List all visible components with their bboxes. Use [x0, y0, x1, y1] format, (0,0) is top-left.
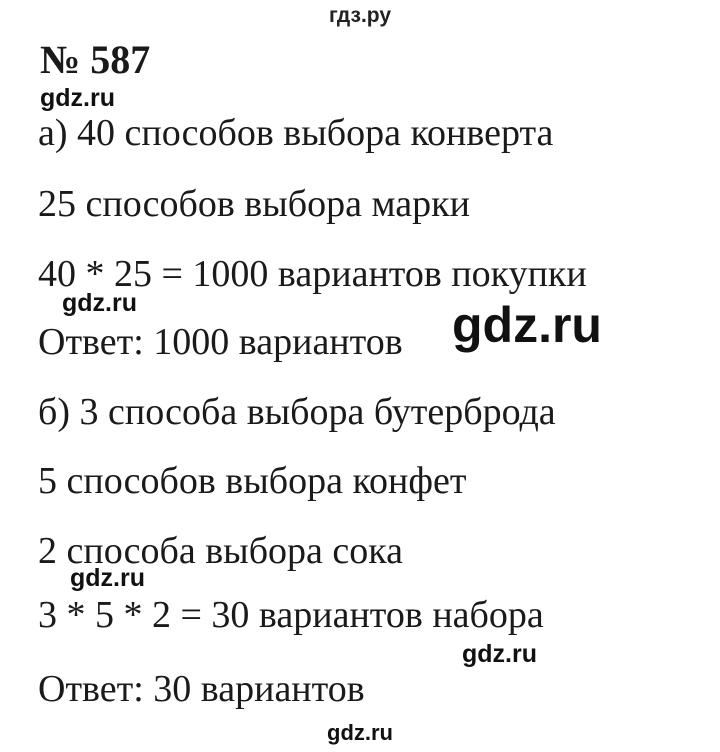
solution-line-a1: а) 40 способов выбора конверта: [38, 112, 554, 154]
solution-line-b2: 5 способов выбора конфет: [38, 460, 467, 502]
solution-line-b3: 2 способа выбора сока: [38, 530, 404, 572]
footer-watermark: gdz.ru: [327, 720, 393, 745]
watermark: gdz.ru: [70, 564, 145, 592]
task-number: № 587: [40, 37, 151, 82]
watermark: gdz.ru: [62, 289, 137, 317]
site-header: гдз.ру: [328, 4, 392, 27]
solution-line-b4: 3 * 5 * 2 = 30 вариантов набора: [38, 594, 544, 636]
solution-line-a2: 25 способов выбора марки: [38, 183, 470, 225]
watermark: gdz.ru: [452, 297, 602, 353]
solution-line-a4: Ответ: 1000 вариантов: [38, 321, 403, 363]
solution-line-b1: б) 3 способа выбора бутерброда: [38, 391, 556, 433]
watermark: gdz.ru: [40, 84, 115, 112]
watermark: gdz.ru: [462, 640, 537, 668]
solution-line-a3: 40 * 25 = 1000 вариантов покупки: [38, 253, 587, 295]
solution-line-b5: Ответ: 30 вариантов: [38, 668, 365, 710]
